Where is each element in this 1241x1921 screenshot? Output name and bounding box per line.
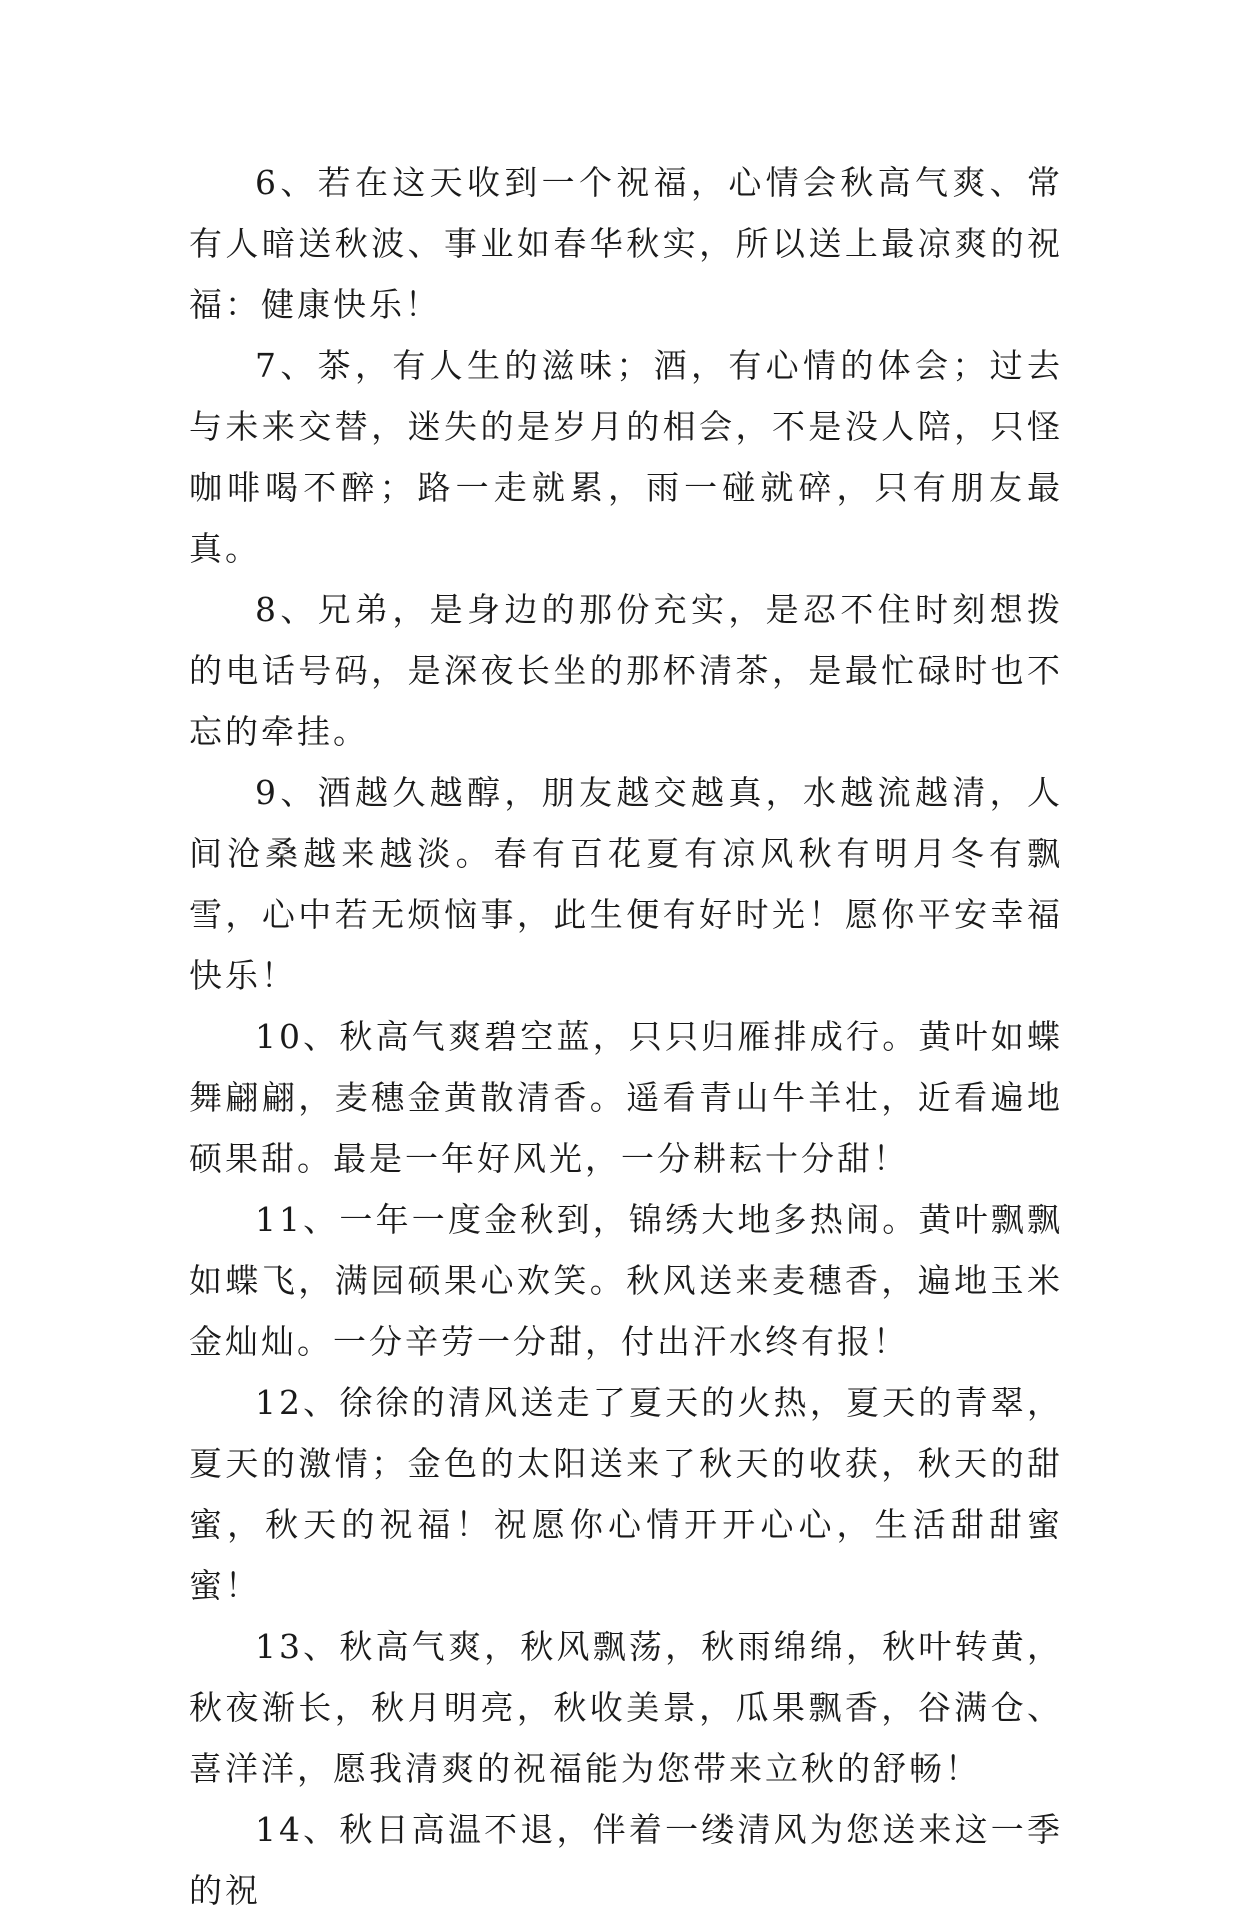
document-body (189, 152, 1063, 1921)
paragraph-8: 8、兄弟，是身边的那份充实，是忍不住时刻想拨的电话号码，是深夜长坐的那杯清茶，是最忙碌时也不忘的牵挂。 (189, 590, 1063, 751)
paragraph-7: 7、茶，有人生的滋味；酒，有心情的体会；过去与未来交替，迷失的是岁月的相会，不是没人陪，只怪咖啡喝不醉；路一走就累，雨一碰就碎，只有朋友最真。 (189, 346, 1063, 568)
paragraph-14: 14、秋日高温不退，伴着一缕清风为您送来这一季的祝 (189, 1810, 1063, 1910)
paragraph-10: 10、秋高气爽碧空蓝，只只归雁排成行。黄叶如蝶舞翩翩，麦穗金黄散清香。遥看青山牛羊壮，近看遍地硕果甜。最是一年好风光，一分耕耘十分甜！ (189, 1017, 1063, 1178)
paragraph-9: 9、酒越久越醇，朋友越交越真，水越流越清，人间沧桑越来越淡。春有百花夏有凉风秋有明月冬有飘雪，心中若无烦恼事，此生便有好时光！愿你平安幸福快乐！ (189, 773, 1063, 995)
paragraph-13: 13、秋高气爽，秋风飘荡，秋雨绵绵，秋叶转黄，秋夜渐长，秋月明亮，秋收美景，瓜果飘香，谷满仓、喜洋洋，愿我清爽的祝福能为您带来立秋的舒畅！ (189, 1627, 1063, 1788)
paragraph-6: 6、若在这天收到一个祝福，心情会秋高气爽、常有人暗送秋波、事业如春华秋实，所以送上最凉爽的祝福：健康快乐！ (189, 163, 1063, 324)
paragraph-12: 12、徐徐的清风送走了夏天的火热，夏天的青翠，夏天的激情；金色的太阳送来了秋天的收获，秋天的甜蜜，秋天的祝福！祝愿你心情开开心心，生活甜甜蜜蜜！ (189, 1383, 1063, 1605)
paragraph-11: 11、一年一度金秋到，锦绣大地多热闹。黄叶飘飘如蝶飞，满园硕果心欢笑。秋风送来麦穗香，遍地玉米金灿灿。一分辛劳一分甜，付出汗水终有报！ (189, 1200, 1063, 1361)
